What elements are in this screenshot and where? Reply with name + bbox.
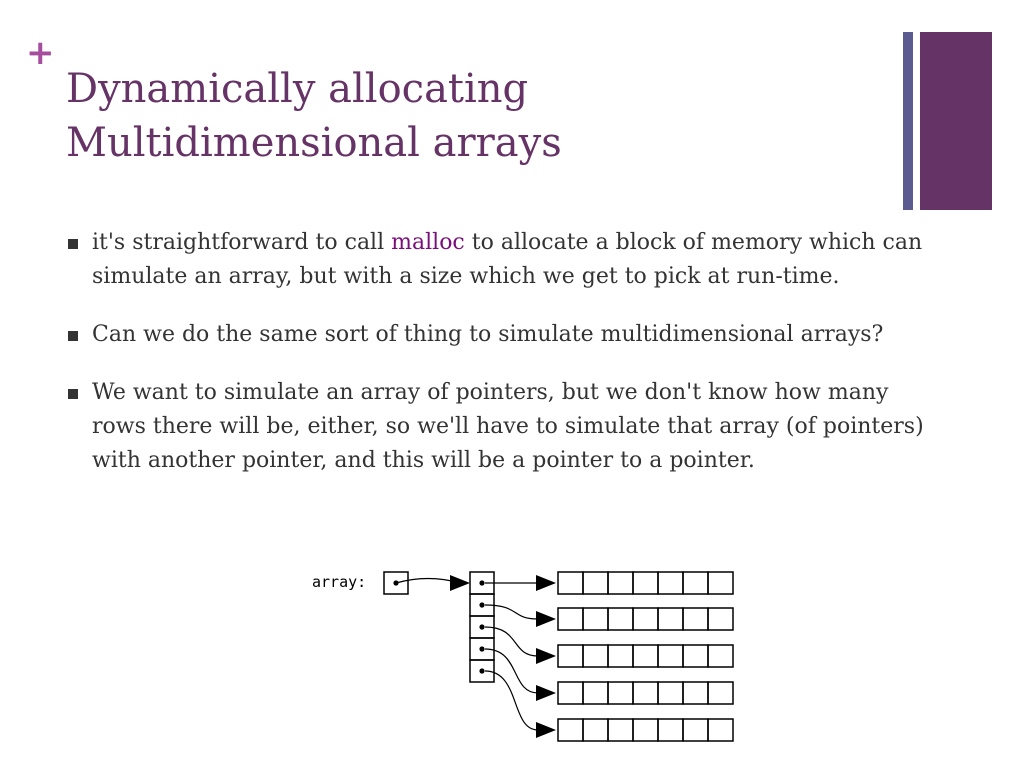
row-cell — [658, 719, 683, 741]
row-cell — [683, 572, 708, 594]
square-bullet-icon — [68, 389, 78, 399]
row-cell — [683, 608, 708, 630]
slide-title-line-1: Dynamically allocating — [66, 66, 529, 112]
row-pointer-line — [485, 627, 538, 656]
row-cell — [708, 572, 733, 594]
slide-title-line-2: Multidimensional arrays — [66, 120, 562, 166]
bullet-item-multidimensional — [64, 318, 944, 352]
row-pointer-dot — [479, 602, 484, 607]
bullet-text: Can we do the same sort of thing to simulate multidimensional arrays? — [92, 322, 884, 347]
row-cell — [583, 645, 608, 667]
row-cell — [708, 645, 733, 667]
row-cell — [708, 682, 733, 704]
row-cell — [558, 682, 583, 704]
row-pointer-arrowhead — [536, 575, 556, 591]
row-pointer-arrowhead — [536, 685, 556, 701]
row-cell — [683, 682, 708, 704]
bullet-item-pointer-to-pointer — [64, 376, 944, 478]
row-cell — [608, 719, 633, 741]
row-cell — [658, 572, 683, 594]
row-cell — [658, 645, 683, 667]
decorative-thin-bar — [903, 32, 913, 210]
row-pointer-arrowhead — [536, 722, 556, 738]
row-cell — [608, 645, 633, 667]
bullet-text-before: it's straightforward to call — [92, 230, 392, 255]
square-bullet-icon — [68, 239, 78, 249]
row-cell — [683, 645, 708, 667]
row-cell — [583, 719, 608, 741]
row-pointer-dot — [479, 580, 484, 585]
row-cell — [658, 682, 683, 704]
row-cell — [583, 682, 608, 704]
row-cell — [583, 608, 608, 630]
row-pointer-line — [485, 605, 538, 619]
row-pointer-line — [485, 671, 538, 730]
row-cell — [608, 572, 633, 594]
row-cell — [558, 719, 583, 741]
malloc-highlight: malloc — [391, 230, 465, 255]
bullet-list — [64, 226, 944, 502]
row-pointer-arrowhead — [536, 648, 556, 664]
row-cell — [683, 719, 708, 741]
row-cell — [708, 608, 733, 630]
row-cell — [608, 682, 633, 704]
plus-icon: + — [26, 33, 55, 73]
diagram-shapes — [384, 572, 733, 741]
row-cell — [558, 608, 583, 630]
row-pointer-line — [485, 649, 538, 693]
square-bullet-icon — [68, 331, 78, 341]
decorative-wide-bar — [920, 32, 992, 210]
diagram-array-label: array: — [312, 573, 367, 591]
row-cell — [558, 572, 583, 594]
pointer-to-pointer-diagram — [310, 566, 740, 750]
row-cell — [558, 645, 583, 667]
row-pointer-dot — [479, 624, 484, 629]
bullet-text-after: to allocate a block of memory which can simulate an array, but with a size which we get to pick at run-time. — [92, 230, 923, 289]
row-cell — [658, 608, 683, 630]
bullet-text: We want to simulate an array of pointers, but we don't know how many rows there will be, either, so we'll have to simulate that array (of pointers) with another pointer, and this will be a pointer to a pointer. — [92, 380, 924, 473]
row-cell — [633, 682, 658, 704]
bullet-item-malloc — [64, 226, 944, 294]
row-cell — [708, 719, 733, 741]
row-cell — [608, 608, 633, 630]
row-cell — [633, 572, 658, 594]
array-pointer-arrowhead — [450, 575, 470, 591]
row-cell — [633, 719, 658, 741]
row-cell — [583, 572, 608, 594]
row-cell — [633, 645, 658, 667]
row-pointer-dot — [479, 668, 484, 673]
row-pointer-arrowhead — [536, 611, 556, 627]
row-cell — [633, 608, 658, 630]
slide-title — [66, 62, 846, 170]
row-pointer-dot — [479, 646, 484, 651]
